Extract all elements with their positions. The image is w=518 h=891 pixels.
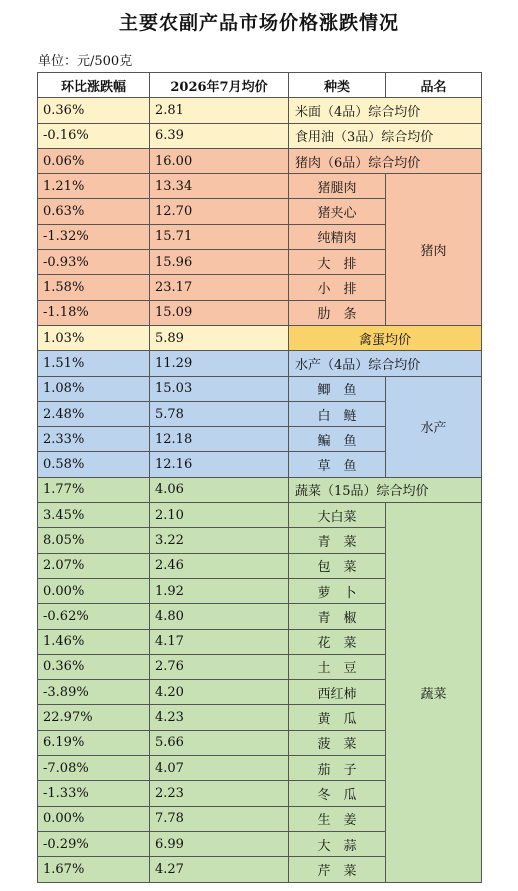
table-row — [38, 174, 482, 199]
cell-kind: 禽蛋均价 — [289, 325, 482, 350]
cell-change: 1.08% — [38, 376, 150, 401]
cell-change: 0.06% — [38, 148, 150, 173]
cell-change: 0.58% — [38, 452, 150, 477]
cell-avg: 3.22 — [150, 528, 289, 553]
table-header-row — [38, 73, 482, 98]
cell-avg: 5.66 — [150, 730, 289, 755]
cell-kind: 黄 瓜 — [289, 705, 386, 730]
cell-change: 0.36% — [38, 98, 150, 123]
cell-kind: 大 蒜 — [289, 831, 386, 856]
table-row — [38, 376, 482, 401]
cell-change: -0.16% — [38, 123, 150, 148]
cell-kind: 食用油（3品）综合均价 — [289, 123, 482, 148]
cell-change: 1.58% — [38, 275, 150, 300]
cell-avg: 15.03 — [150, 376, 289, 401]
cell-kind: 猪夹心 — [289, 199, 386, 224]
header-kind: 种类 — [289, 73, 386, 98]
cell-avg: 16.00 — [150, 148, 289, 173]
table-row — [38, 148, 482, 173]
cell-avg: 2.46 — [150, 553, 289, 578]
cell-avg: 12.16 — [150, 452, 289, 477]
cell-avg: 11.29 — [150, 351, 289, 376]
cell-avg: 4.23 — [150, 705, 289, 730]
cell-avg: 2.81 — [150, 98, 289, 123]
cell-avg: 4.17 — [150, 629, 289, 654]
cell-change: 1.67% — [38, 857, 150, 882]
cell-change: 8.05% — [38, 528, 150, 553]
cell-kind: 鲫 鱼 — [289, 376, 386, 401]
cell-avg: 2.23 — [150, 781, 289, 806]
cell-kind: 冬 瓜 — [289, 781, 386, 806]
cell-change: -1.32% — [38, 224, 150, 249]
cell-change: 2.07% — [38, 553, 150, 578]
cell-avg: 15.09 — [150, 300, 289, 325]
cell-avg: 2.76 — [150, 654, 289, 679]
cell-change: 22.97% — [38, 705, 150, 730]
cell-kind: 大 排 — [289, 250, 386, 275]
cell-avg: 6.99 — [150, 831, 289, 856]
cell-change: -1.33% — [38, 781, 150, 806]
cell-kind: 猪肉（6品）综合均价 — [289, 148, 482, 173]
cell-kind: 鳊 鱼 — [289, 427, 386, 452]
cell-change: 6.19% — [38, 730, 150, 755]
cell-change: 2.48% — [38, 401, 150, 426]
cell-change: 1.21% — [38, 174, 150, 199]
cell-change: 0.36% — [38, 654, 150, 679]
page-title: 主要农副产品市场价格涨跌情况 — [118, 12, 399, 34]
table-row — [38, 351, 482, 376]
cell-kind: 青 椒 — [289, 604, 386, 629]
cell-avg: 2.10 — [150, 503, 289, 528]
cell-kind: 白 鲢 — [289, 401, 386, 426]
cell-change: 3.45% — [38, 503, 150, 528]
cell-kind: 土 豆 — [289, 654, 386, 679]
cell-avg: 4.07 — [150, 756, 289, 781]
cell-kind: 大白菜 — [289, 503, 386, 528]
cell-change: -0.29% — [38, 831, 150, 856]
cell-change: 0.00% — [38, 806, 150, 831]
cell-change: -1.18% — [38, 300, 150, 325]
cell-kind: 纯精肉 — [289, 224, 386, 249]
cell-avg: 6.39 — [150, 123, 289, 148]
cell-kind: 水产（4品）综合均价 — [289, 351, 482, 376]
cell-kind: 萝 卜 — [289, 578, 386, 603]
cell-avg: 15.96 — [150, 250, 289, 275]
cell-change: -0.62% — [38, 604, 150, 629]
cell-kind: 花 菜 — [289, 629, 386, 654]
cell-kind: 包 菜 — [289, 553, 386, 578]
cell-kind: 茄 子 — [289, 756, 386, 781]
cell-avg: 4.20 — [150, 680, 289, 705]
cell-kind: 小 排 — [289, 275, 386, 300]
cell-kind: 猪腿肉 — [289, 174, 386, 199]
cell-kind: 西红柿 — [289, 680, 386, 705]
cell-kind: 青 菜 — [289, 528, 386, 553]
cell-avg: 4.27 — [150, 857, 289, 882]
unit-label: 单位：元/500克 — [38, 54, 133, 69]
cell-kind: 芹 菜 — [289, 857, 386, 882]
cell-kind: 菠 菜 — [289, 730, 386, 755]
cell-avg: 4.06 — [150, 477, 289, 502]
table-row — [38, 123, 482, 148]
cell-avg: 1.92 — [150, 578, 289, 603]
cell-kind: 草 鱼 — [289, 452, 386, 477]
cell-kind: 米面（4品）综合均价 — [289, 98, 482, 123]
cell-change: -7.08% — [38, 756, 150, 781]
price-table — [37, 72, 482, 883]
cell-change: 1.03% — [38, 325, 150, 350]
table-row — [38, 98, 482, 123]
table-row — [38, 325, 482, 350]
header-avg: 2026年7月均价 — [150, 73, 289, 98]
cell-avg: 4.80 — [150, 604, 289, 629]
cell-change: 0.00% — [38, 578, 150, 603]
group-aquatic: 水产 — [386, 376, 482, 477]
cell-avg: 5.78 — [150, 401, 289, 426]
cell-kind: 生 姜 — [289, 806, 386, 831]
cell-change: -3.89% — [38, 680, 150, 705]
cell-change: 2.33% — [38, 427, 150, 452]
cell-kind: 蔬菜（15品）综合均价 — [289, 477, 482, 502]
header-change: 环比涨跌幅 — [38, 73, 150, 98]
cell-kind: 肋 条 — [289, 300, 386, 325]
cell-change: -0.93% — [38, 250, 150, 275]
cell-avg: 15.71 — [150, 224, 289, 249]
table-row — [38, 503, 482, 528]
cell-avg: 7.78 — [150, 806, 289, 831]
cell-avg: 13.34 — [150, 174, 289, 199]
cell-change: 1.46% — [38, 629, 150, 654]
cell-avg: 12.70 — [150, 199, 289, 224]
group-veg: 蔬菜 — [386, 503, 482, 882]
cell-avg: 12.18 — [150, 427, 289, 452]
header-category: 品名 — [386, 73, 482, 98]
table-row — [38, 477, 482, 502]
cell-avg: 5.89 — [150, 325, 289, 350]
cell-change: 1.77% — [38, 477, 150, 502]
cell-avg: 23.17 — [150, 275, 289, 300]
cell-change: 0.63% — [38, 199, 150, 224]
cell-change: 1.51% — [38, 351, 150, 376]
group-pork: 猪肉 — [386, 174, 482, 326]
